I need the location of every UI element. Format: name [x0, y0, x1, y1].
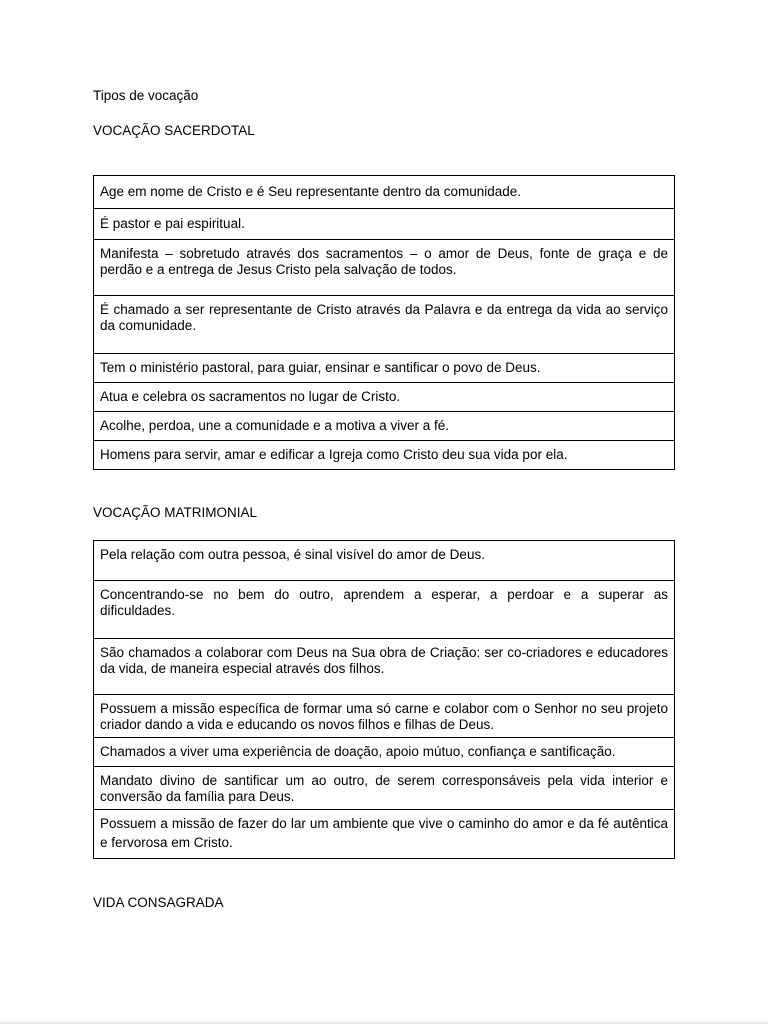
table-row	[94, 176, 675, 209]
matrimonial-table	[93, 540, 675, 859]
sacerdotal-table	[93, 175, 675, 470]
table-cell: Possuem a missão específica de formar uma só carne e colabor com o Senhor no seu projeto criador dando a vida e educando os novos filhos e filhas de Deus.	[94, 695, 675, 738]
table-row	[94, 412, 675, 441]
table-cell: Atua e celebra os sacramentos no lugar de Cristo.	[94, 383, 675, 412]
table-cell: Mandato divino de santificar um ao outro, de serem corresponsáveis pela vida interior e conversão da família para Deus.	[94, 767, 675, 810]
table-cell: Tem o ministério pastoral, para guiar, ensinar e santificar o povo de Deus.	[94, 354, 675, 383]
table-row	[94, 541, 675, 581]
table-cell: Homens para servir, amar e edificar a Igreja como Cristo deu sua vida por ela.	[94, 441, 675, 470]
table-row	[94, 810, 675, 859]
table-row	[94, 240, 675, 296]
table-row	[94, 209, 675, 240]
table-row	[94, 441, 675, 470]
table-cell: São chamados a colaborar com Deus na Sua obra de Criação: ser co-criadores e educadores da vida, de maneira especial através dos filhos.	[94, 639, 675, 695]
table-row	[94, 738, 675, 767]
table-row	[94, 767, 675, 810]
table-cell: Pela relação com outra pessoa, é sinal visível do amor de Deus.	[94, 541, 675, 581]
table-cell: Acolhe, perdoa, une a comunidade e a motiva a viver a fé.	[94, 412, 675, 441]
document-title: Tipos de vocação	[93, 88, 199, 103]
table-row	[94, 296, 675, 354]
section-heading-consagrada: VIDA CONSAGRADA	[93, 895, 224, 910]
table-row	[94, 695, 675, 738]
section-heading-sacerdotal: VOCAÇÃO SACERDOTAL	[93, 123, 255, 138]
table-row	[94, 639, 675, 695]
table-cell: Manifesta – sobretudo através dos sacramentos – o amor de Deus, fonte de graça e de perdão e a entrega de Jesus Cristo pela salvação de todos.	[94, 240, 675, 296]
section-heading-matrimonial: VOCAÇÃO MATRIMONIAL	[93, 505, 258, 520]
table-cell: Possuem a missão de fazer do lar um ambiente que vive o caminho do amor e da fé autêntica e fervorosa em Cristo.	[94, 810, 675, 859]
table-row	[94, 383, 675, 412]
table-cell: É chamado a ser representante de Cristo através da Palavra e da entrega da vida ao serviço da comunidade.	[94, 296, 675, 354]
table-row	[94, 581, 675, 639]
table-cell: Age em nome de Cristo e é Seu representante dentro da comunidade.	[94, 176, 675, 209]
table-row	[94, 354, 675, 383]
table-cell: Concentrando-se no bem do outro, aprendem a esperar, a perdoar e a superar as dificuldades.	[94, 581, 675, 639]
table-cell: Chamados a viver uma experiência de doação, apoio mútuo, confiança e santificação.	[94, 738, 675, 767]
table-cell: É pastor e pai espiritual.	[94, 209, 675, 240]
